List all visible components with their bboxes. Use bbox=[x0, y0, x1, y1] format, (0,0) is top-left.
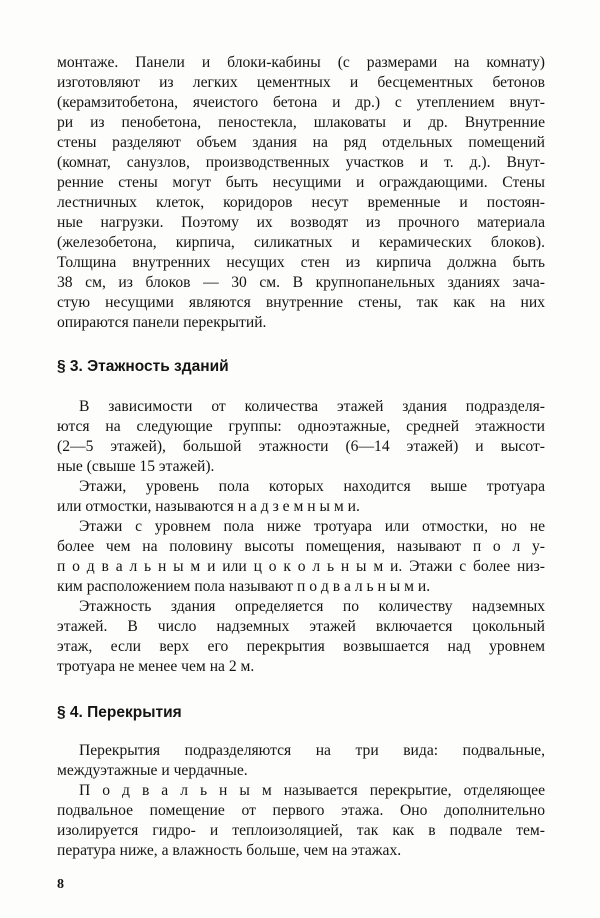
section-4-heading: § 4. Перекрытия bbox=[57, 704, 182, 721]
text-line: или отмостки, называются н а д з е м н ы м и. bbox=[57, 498, 360, 515]
text-line: более чем на половину высоты помещения, называют п о л у- bbox=[57, 538, 545, 555]
text-line: верхний этаж от чердака. От междуэтажного оно отличается bbox=[57, 868, 545, 869]
text-line: ются на следующие группы: одноэтажные, средней этажности bbox=[57, 418, 545, 435]
text-line: П о д в а л ь н ы м называется перекрытие, отделяющее bbox=[79, 782, 545, 799]
text-line: Этажи, уровень пола которых находится выше тротуара bbox=[79, 478, 545, 495]
section-3-heading: § 3. Этажность зданий bbox=[57, 358, 229, 375]
text-line: Этажи с уровнем пола ниже тротуара или отмостки, но не bbox=[79, 518, 545, 535]
text-line: М е ж д у э т а ж н ы м называют перекрытие, отделяющее bbox=[79, 861, 545, 862]
text-line: (2—5 этажей), большой этажности (6—14 этажей) и высот- bbox=[57, 438, 545, 455]
text-line: ные (свыше 15 этажей). bbox=[57, 458, 215, 475]
text-line: изготовляют из легких цементных и бесцементных бетонов bbox=[57, 74, 545, 91]
text-line: 38 см, из блоков — 30 см. В крупнопанельных зданиях зача- bbox=[57, 274, 545, 291]
text-line: пература ниже, а влажность больше, чем на этажах. bbox=[57, 842, 402, 859]
text-line: Ч е р д а ч н ы м называют перекрытие, которое отделяет bbox=[79, 866, 545, 868]
text-line: рамзитом, шлаком или прокаленным песком. bbox=[57, 865, 79, 867]
text-line: монтаже. Панели и блоки-кабины (с размерами на комнату) bbox=[57, 54, 545, 71]
text-line: Перекрытия подразделяются на три вида: подвальные, bbox=[79, 742, 545, 759]
page-number: 8 bbox=[57, 877, 64, 892]
text-line: стены разделяют объем здания на ряд отдельных помещений bbox=[57, 134, 545, 151]
text-line: Этажность здания определяется по количеству надземных bbox=[79, 598, 545, 615]
text-line: ные нагрузки. Поэтому их возводят из прочного материала bbox=[57, 214, 545, 231]
text-line: В зависимости от количества этажей здания подразделя- bbox=[79, 398, 545, 415]
text-line: этаж, если верх его перекрытия возвышается над уровнем bbox=[57, 638, 545, 655]
text-line: ренние стены могут быть несущими и ограждающими. Стены bbox=[57, 174, 545, 191]
text-line: подвальное помещение от первого этажа. Оно дополнительно bbox=[57, 802, 545, 819]
text-line: ри из пенобетона, пеностекла, шлаковаты и др. Внутренние bbox=[57, 114, 545, 131]
text-line: этажей. В число надземных этажей включается цокольный bbox=[57, 618, 545, 635]
text-line: тротуара не менее чем на 2 м. bbox=[57, 658, 255, 675]
text-line: (керамзитобетона, ячеистого бетона и др.) с утеплением внут- bbox=[57, 94, 545, 111]
text-line: этаж от этажа. Звуко- и теплоизоляция междуэтажных пере- bbox=[57, 862, 545, 864]
text-line: стую несущими являются внутренние стены, так как на них bbox=[57, 294, 545, 311]
text-line: п о д в а л ь н ы м и или ц о к о л ь н ы м и. Этажи с более низ- bbox=[57, 558, 545, 575]
text-line: междуэтажные и чердачные. bbox=[57, 762, 248, 779]
text-line: ким расположением пола называют п о д в а л ь н ы м и. bbox=[57, 578, 431, 595]
text-line: опираются панели перекрытий. bbox=[57, 314, 267, 331]
text-line: крытий обеспечивается путем засыпки их аглопоритом, ке- bbox=[57, 863, 545, 865]
text-line: лестничных клеток, коридоров несут временные и постоян- bbox=[57, 194, 545, 211]
text-line: (железобетона, кирпича, силикатных и керамических блоков). bbox=[57, 234, 545, 251]
text-line: Толщина внутренних несущих стен из кирпича должна быть bbox=[57, 254, 545, 271]
text-line: изолируется гидро- и теплоизоляцией, так как в подвале тем- bbox=[57, 822, 545, 839]
text-line: (комнат, санузлов, производственных участков и т. д.). Внут- bbox=[57, 154, 545, 171]
